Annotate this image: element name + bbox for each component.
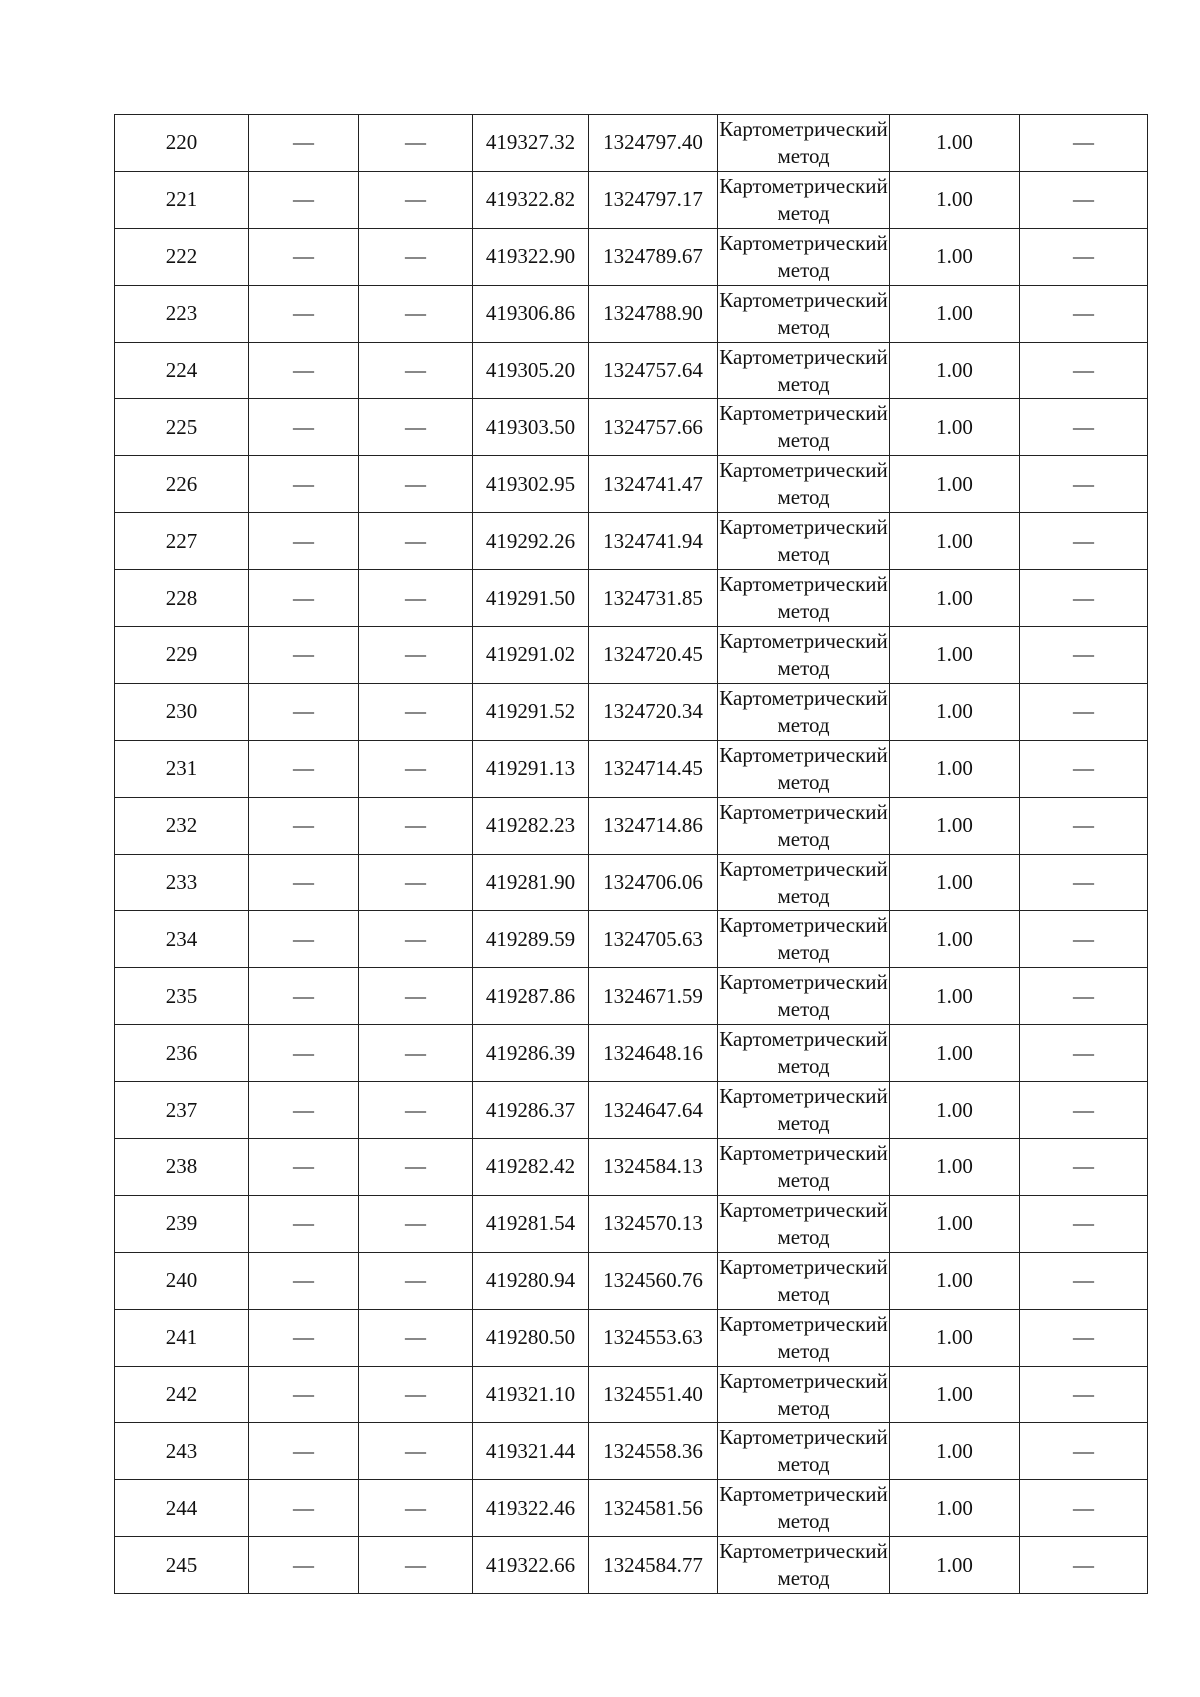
point-number-cell: 236 <box>115 1025 249 1082</box>
table-row <box>115 342 1148 399</box>
table-row <box>115 115 1148 172</box>
coordinate-x-cell: 419321.10 <box>473 1366 589 1423</box>
accuracy-cell: 1.00 <box>890 1252 1020 1309</box>
point-number-cell: 234 <box>115 911 249 968</box>
method-cell: Картометрический метод <box>718 1537 890 1594</box>
empty-value-cell: — <box>1020 683 1148 740</box>
accuracy-cell: 1.00 <box>890 342 1020 399</box>
empty-value-cell: — <box>249 854 359 911</box>
empty-value-cell: — <box>359 854 473 911</box>
coordinate-x-cell: 419321.44 <box>473 1423 589 1480</box>
empty-value-cell: — <box>249 1366 359 1423</box>
coordinate-y-cell: 1324757.64 <box>589 342 718 399</box>
empty-value-cell: — <box>249 968 359 1025</box>
empty-value-cell: — <box>359 1537 473 1594</box>
coordinate-y-cell: 1324714.86 <box>589 797 718 854</box>
table-row <box>115 1252 1148 1309</box>
accuracy-cell: 1.00 <box>890 627 1020 684</box>
empty-value-cell: — <box>249 683 359 740</box>
coordinate-y-cell: 1324671.59 <box>589 968 718 1025</box>
accuracy-cell: 1.00 <box>890 1480 1020 1537</box>
coordinate-y-cell: 1324705.63 <box>589 911 718 968</box>
accuracy-cell: 1.00 <box>890 456 1020 513</box>
empty-value-cell: — <box>249 285 359 342</box>
coordinate-y-cell: 1324706.06 <box>589 854 718 911</box>
coordinate-y-cell: 1324558.36 <box>589 1423 718 1480</box>
method-cell: Картометрический метод <box>718 1195 890 1252</box>
empty-value-cell: — <box>1020 115 1148 172</box>
empty-value-cell: — <box>1020 740 1148 797</box>
table-row <box>115 570 1148 627</box>
empty-value-cell: — <box>1020 228 1148 285</box>
point-number-cell: 244 <box>115 1480 249 1537</box>
empty-value-cell: — <box>249 627 359 684</box>
point-number-cell: 222 <box>115 228 249 285</box>
empty-value-cell: — <box>359 797 473 854</box>
coordinate-y-cell: 1324757.66 <box>589 399 718 456</box>
method-cell: Картометрический метод <box>718 115 890 172</box>
point-number-cell: 242 <box>115 1366 249 1423</box>
empty-value-cell: — <box>249 1139 359 1196</box>
table-row <box>115 968 1148 1025</box>
coordinate-x-cell: 419291.02 <box>473 627 589 684</box>
empty-value-cell: — <box>359 115 473 172</box>
empty-value-cell: — <box>1020 285 1148 342</box>
method-cell: Картометрический метод <box>718 1139 890 1196</box>
coordinate-x-cell: 419292.26 <box>473 513 589 570</box>
empty-value-cell: — <box>249 115 359 172</box>
accuracy-cell: 1.00 <box>890 854 1020 911</box>
table-row <box>115 1025 1148 1082</box>
empty-value-cell: — <box>249 1309 359 1366</box>
point-number-cell: 237 <box>115 1082 249 1139</box>
method-cell: Картометрический метод <box>718 797 890 854</box>
point-number-cell: 227 <box>115 513 249 570</box>
point-number-cell: 241 <box>115 1309 249 1366</box>
method-cell: Картометрический метод <box>718 968 890 1025</box>
empty-value-cell: — <box>1020 456 1148 513</box>
table-row <box>115 911 1148 968</box>
coordinate-x-cell: 419280.50 <box>473 1309 589 1366</box>
accuracy-cell: 1.00 <box>890 740 1020 797</box>
point-number-cell: 243 <box>115 1423 249 1480</box>
table-row <box>115 1366 1148 1423</box>
empty-value-cell: — <box>1020 342 1148 399</box>
method-cell: Картометрический метод <box>718 399 890 456</box>
empty-value-cell: — <box>359 228 473 285</box>
empty-value-cell: — <box>249 1480 359 1537</box>
coordinate-x-cell: 419322.46 <box>473 1480 589 1537</box>
coordinate-y-cell: 1324714.45 <box>589 740 718 797</box>
coordinate-x-cell: 419306.86 <box>473 285 589 342</box>
empty-value-cell: — <box>1020 1366 1148 1423</box>
empty-value-cell: — <box>359 740 473 797</box>
empty-value-cell: — <box>1020 513 1148 570</box>
method-cell: Картометрический метод <box>718 513 890 570</box>
accuracy-cell: 1.00 <box>890 797 1020 854</box>
empty-value-cell: — <box>1020 171 1148 228</box>
accuracy-cell: 1.00 <box>890 683 1020 740</box>
empty-value-cell: — <box>359 171 473 228</box>
table-body <box>115 115 1148 1594</box>
method-cell: Картометрический метод <box>718 1480 890 1537</box>
coordinate-y-cell: 1324570.13 <box>589 1195 718 1252</box>
coordinates-table <box>114 114 1148 1594</box>
empty-value-cell: — <box>1020 1309 1148 1366</box>
empty-value-cell: — <box>359 1480 473 1537</box>
coordinate-y-cell: 1324647.64 <box>589 1082 718 1139</box>
method-cell: Картометрический метод <box>718 1252 890 1309</box>
point-number-cell: 220 <box>115 115 249 172</box>
empty-value-cell: — <box>249 342 359 399</box>
method-cell: Картометрический метод <box>718 683 890 740</box>
point-number-cell: 240 <box>115 1252 249 1309</box>
coordinate-x-cell: 419281.54 <box>473 1195 589 1252</box>
accuracy-cell: 1.00 <box>890 1537 1020 1594</box>
table-row <box>115 683 1148 740</box>
empty-value-cell: — <box>249 228 359 285</box>
coordinate-x-cell: 419327.32 <box>473 115 589 172</box>
empty-value-cell: — <box>359 968 473 1025</box>
accuracy-cell: 1.00 <box>890 1139 1020 1196</box>
empty-value-cell: — <box>359 683 473 740</box>
method-cell: Картометрический метод <box>718 285 890 342</box>
table-row <box>115 285 1148 342</box>
table-row <box>115 1195 1148 1252</box>
method-cell: Картометрический метод <box>718 456 890 513</box>
method-cell: Картометрический метод <box>718 1082 890 1139</box>
coordinate-x-cell: 419289.59 <box>473 911 589 968</box>
method-cell: Картометрический метод <box>718 1423 890 1480</box>
coordinate-y-cell: 1324741.47 <box>589 456 718 513</box>
method-cell: Картометрический метод <box>718 627 890 684</box>
point-number-cell: 228 <box>115 570 249 627</box>
empty-value-cell: — <box>1020 1423 1148 1480</box>
empty-value-cell: — <box>1020 570 1148 627</box>
method-cell: Картометрический метод <box>718 1309 890 1366</box>
coordinate-y-cell: 1324731.85 <box>589 570 718 627</box>
empty-value-cell: — <box>249 1252 359 1309</box>
empty-value-cell: — <box>359 1139 473 1196</box>
empty-value-cell: — <box>249 1423 359 1480</box>
coordinate-x-cell: 419280.94 <box>473 1252 589 1309</box>
empty-value-cell: — <box>359 342 473 399</box>
accuracy-cell: 1.00 <box>890 1195 1020 1252</box>
empty-value-cell: — <box>1020 1195 1148 1252</box>
table-row <box>115 1309 1148 1366</box>
coordinate-y-cell: 1324584.13 <box>589 1139 718 1196</box>
empty-value-cell: — <box>359 1025 473 1082</box>
method-cell: Картометрический метод <box>718 171 890 228</box>
empty-value-cell: — <box>359 1423 473 1480</box>
empty-value-cell: — <box>249 911 359 968</box>
accuracy-cell: 1.00 <box>890 1082 1020 1139</box>
coordinate-y-cell: 1324797.17 <box>589 171 718 228</box>
accuracy-cell: 1.00 <box>890 399 1020 456</box>
point-number-cell: 233 <box>115 854 249 911</box>
empty-value-cell: — <box>359 911 473 968</box>
accuracy-cell: 1.00 <box>890 115 1020 172</box>
accuracy-cell: 1.00 <box>890 228 1020 285</box>
point-number-cell: 230 <box>115 683 249 740</box>
coordinate-y-cell: 1324789.67 <box>589 228 718 285</box>
coordinate-x-cell: 419286.39 <box>473 1025 589 1082</box>
coordinate-x-cell: 419322.90 <box>473 228 589 285</box>
empty-value-cell: — <box>249 456 359 513</box>
method-cell: Картометрический метод <box>718 1366 890 1423</box>
empty-value-cell: — <box>1020 627 1148 684</box>
accuracy-cell: 1.00 <box>890 1309 1020 1366</box>
coordinate-y-cell: 1324788.90 <box>589 285 718 342</box>
coordinate-x-cell: 419291.52 <box>473 683 589 740</box>
point-number-cell: 225 <box>115 399 249 456</box>
empty-value-cell: — <box>1020 1025 1148 1082</box>
empty-value-cell: — <box>249 1025 359 1082</box>
coordinate-x-cell: 419282.42 <box>473 1139 589 1196</box>
coordinate-y-cell: 1324720.45 <box>589 627 718 684</box>
coordinate-y-cell: 1324560.76 <box>589 1252 718 1309</box>
accuracy-cell: 1.00 <box>890 911 1020 968</box>
empty-value-cell: — <box>1020 1480 1148 1537</box>
empty-value-cell: — <box>249 797 359 854</box>
coordinate-y-cell: 1324797.40 <box>589 115 718 172</box>
table-row <box>115 1537 1148 1594</box>
method-cell: Картометрический метод <box>718 740 890 797</box>
coordinate-x-cell: 419281.90 <box>473 854 589 911</box>
empty-value-cell: — <box>1020 797 1148 854</box>
coordinate-x-cell: 419303.50 <box>473 399 589 456</box>
point-number-cell: 238 <box>115 1139 249 1196</box>
method-cell: Картометрический метод <box>718 228 890 285</box>
table-row <box>115 1139 1148 1196</box>
empty-value-cell: — <box>359 1082 473 1139</box>
empty-value-cell: — <box>249 1537 359 1594</box>
accuracy-cell: 1.00 <box>890 1423 1020 1480</box>
coordinate-y-cell: 1324720.34 <box>589 683 718 740</box>
empty-value-cell: — <box>359 627 473 684</box>
accuracy-cell: 1.00 <box>890 570 1020 627</box>
accuracy-cell: 1.00 <box>890 171 1020 228</box>
table-row <box>115 1480 1148 1537</box>
empty-value-cell: — <box>249 740 359 797</box>
coordinate-x-cell: 419305.20 <box>473 342 589 399</box>
empty-value-cell: — <box>1020 1537 1148 1594</box>
empty-value-cell: — <box>1020 1139 1148 1196</box>
coordinate-y-cell: 1324553.63 <box>589 1309 718 1366</box>
empty-value-cell: — <box>359 399 473 456</box>
accuracy-cell: 1.00 <box>890 285 1020 342</box>
coordinate-y-cell: 1324581.56 <box>589 1480 718 1537</box>
point-number-cell: 221 <box>115 171 249 228</box>
coordinate-y-cell: 1324551.40 <box>589 1366 718 1423</box>
method-cell: Картометрический метод <box>718 911 890 968</box>
empty-value-cell: — <box>1020 1252 1148 1309</box>
accuracy-cell: 1.00 <box>890 513 1020 570</box>
table-row <box>115 797 1148 854</box>
point-number-cell: 245 <box>115 1537 249 1594</box>
table-row <box>115 627 1148 684</box>
point-number-cell: 223 <box>115 285 249 342</box>
point-number-cell: 232 <box>115 797 249 854</box>
empty-value-cell: — <box>359 1252 473 1309</box>
point-number-cell: 239 <box>115 1195 249 1252</box>
table-row <box>115 171 1148 228</box>
method-cell: Картометрический метод <box>718 854 890 911</box>
empty-value-cell: — <box>1020 968 1148 1025</box>
empty-value-cell: — <box>249 399 359 456</box>
table-row <box>115 854 1148 911</box>
empty-value-cell: — <box>359 1195 473 1252</box>
accuracy-cell: 1.00 <box>890 1366 1020 1423</box>
empty-value-cell: — <box>1020 1082 1148 1139</box>
method-cell: Картометрический метод <box>718 1025 890 1082</box>
empty-value-cell: — <box>359 1309 473 1366</box>
coordinate-x-cell: 419291.13 <box>473 740 589 797</box>
coordinate-x-cell: 419302.95 <box>473 456 589 513</box>
point-number-cell: 235 <box>115 968 249 1025</box>
point-number-cell: 231 <box>115 740 249 797</box>
table-row <box>115 228 1148 285</box>
empty-value-cell: — <box>249 1195 359 1252</box>
document-page <box>114 114 1147 1594</box>
coordinate-y-cell: 1324648.16 <box>589 1025 718 1082</box>
empty-value-cell: — <box>249 513 359 570</box>
table-row <box>115 740 1148 797</box>
coordinate-x-cell: 419282.23 <box>473 797 589 854</box>
coordinate-x-cell: 419287.86 <box>473 968 589 1025</box>
empty-value-cell: — <box>249 171 359 228</box>
coordinate-x-cell: 419286.37 <box>473 1082 589 1139</box>
empty-value-cell: — <box>359 1366 473 1423</box>
table-row <box>115 1423 1148 1480</box>
accuracy-cell: 1.00 <box>890 1025 1020 1082</box>
empty-value-cell: — <box>359 456 473 513</box>
method-cell: Картометрический метод <box>718 570 890 627</box>
empty-value-cell: — <box>1020 911 1148 968</box>
empty-value-cell: — <box>1020 854 1148 911</box>
table-row <box>115 513 1148 570</box>
table-row <box>115 456 1148 513</box>
coordinate-x-cell: 419322.82 <box>473 171 589 228</box>
empty-value-cell: — <box>1020 399 1148 456</box>
table-row <box>115 399 1148 456</box>
point-number-cell: 226 <box>115 456 249 513</box>
empty-value-cell: — <box>249 1082 359 1139</box>
method-cell: Картометрический метод <box>718 342 890 399</box>
coordinate-x-cell: 419322.66 <box>473 1537 589 1594</box>
coordinate-y-cell: 1324741.94 <box>589 513 718 570</box>
accuracy-cell: 1.00 <box>890 968 1020 1025</box>
empty-value-cell: — <box>359 570 473 627</box>
coordinate-y-cell: 1324584.77 <box>589 1537 718 1594</box>
empty-value-cell: — <box>359 513 473 570</box>
point-number-cell: 224 <box>115 342 249 399</box>
point-number-cell: 229 <box>115 627 249 684</box>
coordinate-x-cell: 419291.50 <box>473 570 589 627</box>
empty-value-cell: — <box>359 285 473 342</box>
empty-value-cell: — <box>249 570 359 627</box>
table-row <box>115 1082 1148 1139</box>
